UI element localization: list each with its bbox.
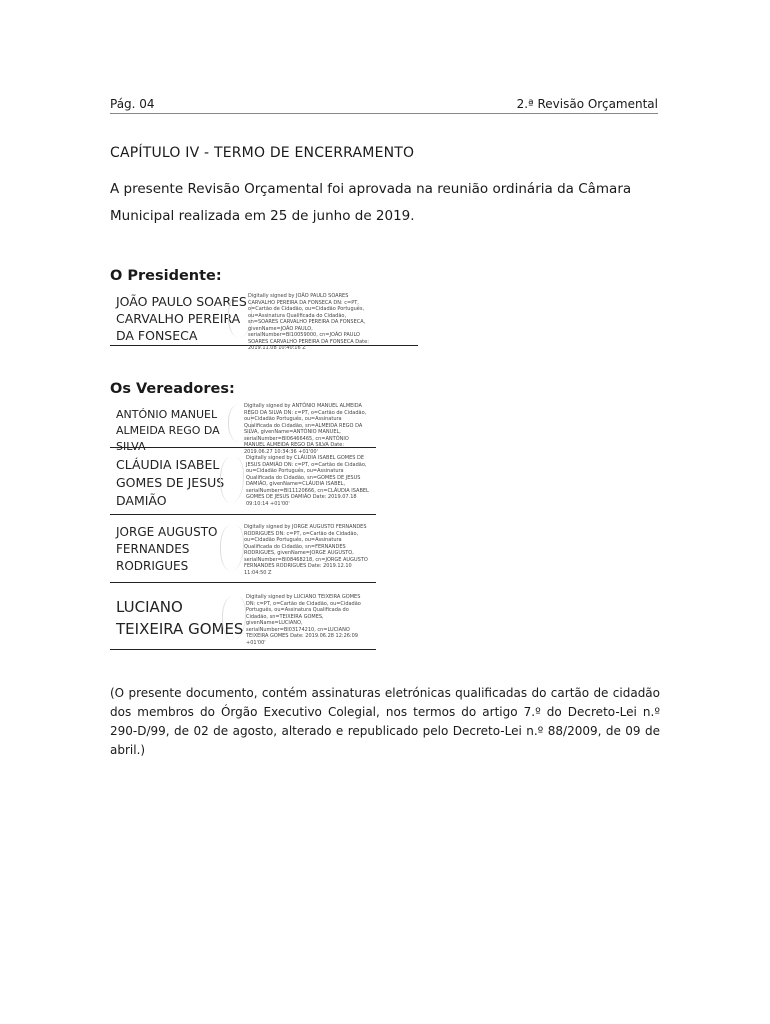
signer-name: JOÃO PAULO SOARES CARVALHO PEREIRA DA FONSECA	[116, 294, 247, 343]
footnote: (O presente documento, contém assinaturas eletrónicas qualificadas do cartão de cidadão dos membros do Órgão Executivo Colegial, nos termos do artigo 7.º do Decreto-Lei n.º 290-D/99, de 02 de agosto, alterado e republicado pelo Decreto-Lei n.º 88/2009, de 09 de abril.)	[110, 686, 660, 757]
signature-details: Digitally signed by JOÃO PAULO SOARES CARVALHO PEREIRA DA FONSECA DN: c=PT, o=Cartão de Cidadão, ou=Cidadão Português, ou=Assinatura Qualificada do Cidadão, sn=SOARES CARVALHO PEREIRA DA FONSECA, givenName=JOÃO PAULO, serialNumber=BI10059000, cn=JOÃO PAULO SOARES CARVALHO PEREIRA DA FONSECA Date: 2019.11.08 10:40:16 Z	[248, 293, 369, 351]
signer-name: ANTÓNIO MANUEL ALMEIDA REGO DA SILVA	[116, 408, 220, 453]
president-signature-block	[110, 288, 418, 351]
page-number: Pág. 04	[110, 97, 155, 111]
signer-name: CLÁUDIA ISABEL GOMES DE JESUS DAMIÃO	[116, 457, 225, 508]
signature-details: Digitally signed by ANTÓNIO MANUEL ALMEIDA REGO DA SILVA DN: c=PT, o=Cartão de Cidadão, ou=Cidadão Português, ou=Assinatura Qualificada do Cidadão, sn=ALMEIDA REGO DA SILVA, givenName=ANTÓNIO MANUEL, serialNumber=BI06466465, cn=ANTÓNIO MANUEL ALMEIDA REGO DA SILVA Date: 2019.06.27 10:34:36 +01'00'	[244, 403, 367, 455]
signature-watermark	[220, 457, 244, 503]
president-heading: O Presidente:	[110, 268, 222, 284]
approval-statement: A presente Revisão Orçamental foi aprovada na reunião ordinária da Câmara Municipal realizada em 25 de junho de 2019.	[110, 181, 632, 224]
signer-name: JORGE AUGUSTO FERNANDES RODRIGUES	[116, 525, 218, 573]
councillor-signature-block	[110, 451, 376, 515]
signature-details: Digitally signed by JORGE AUGUSTO FERNANDES RODRIGUES DN: c=PT, o=Cartão de Cidadão, ou=Cidadão Português, ou=Assinatura Qualificada do Cidadão, sn=FERNANDES RODRIGUES, givenName=JORGE AUGUSTO, serialNumber=BI08468218, cn=JORGE AUGUSTO FERNANDES RODRIGUES Date: 2019.12.10 11:04:50 Z	[244, 524, 368, 576]
councillor-signature-block	[110, 520, 376, 583]
councillors-heading: Os Vereadores:	[110, 381, 235, 397]
signature-details: Digitally signed by CLÁUDIA ISABEL GOMES DE JESUS DAMIÃO DN: c=PT, o=Cartão de Cidadão, ou=Cidadão Português, ou=Assinatura Qualificada do Cidadão, sn=GOMES DE JESUS DAMIÃO, givenName=CLÁUDIA ISABEL, serialNumber=BI11120666, cn=CLÁUDIA ISABEL GOMES DE JESUS DAMIÃO Date: 2019.07.18 09:10:14 +01'00'	[246, 455, 369, 507]
signature-details: Digitally signed by LUCIANO TEIXEIRA GOMES DN: c=PT, o=Cartão de Cidadão, ou=Cidadão Português, ou=Assinatura Qualificada do Cidadão, sn=TEIXEIRA GOMES, givenName=LUCIANO, serialNumber=BI03174210, cn=LUCIANO TEIXEIRA GOMES Date: 2019.06.28 12:26:09 +01'00'	[246, 594, 361, 646]
signature-watermark	[220, 525, 244, 571]
document-title: 2.ª Revisão Orçamental	[516, 97, 658, 111]
councillor-signature-block	[110, 590, 376, 650]
header-divider	[110, 113, 658, 114]
chapter-title: CAPÍTULO IV - TERMO DE ENCERRAMENTO	[110, 145, 415, 161]
signer-name: LUCIANO TEIXEIRA GOMES	[116, 598, 244, 638]
councillor-signature-block	[110, 400, 376, 455]
